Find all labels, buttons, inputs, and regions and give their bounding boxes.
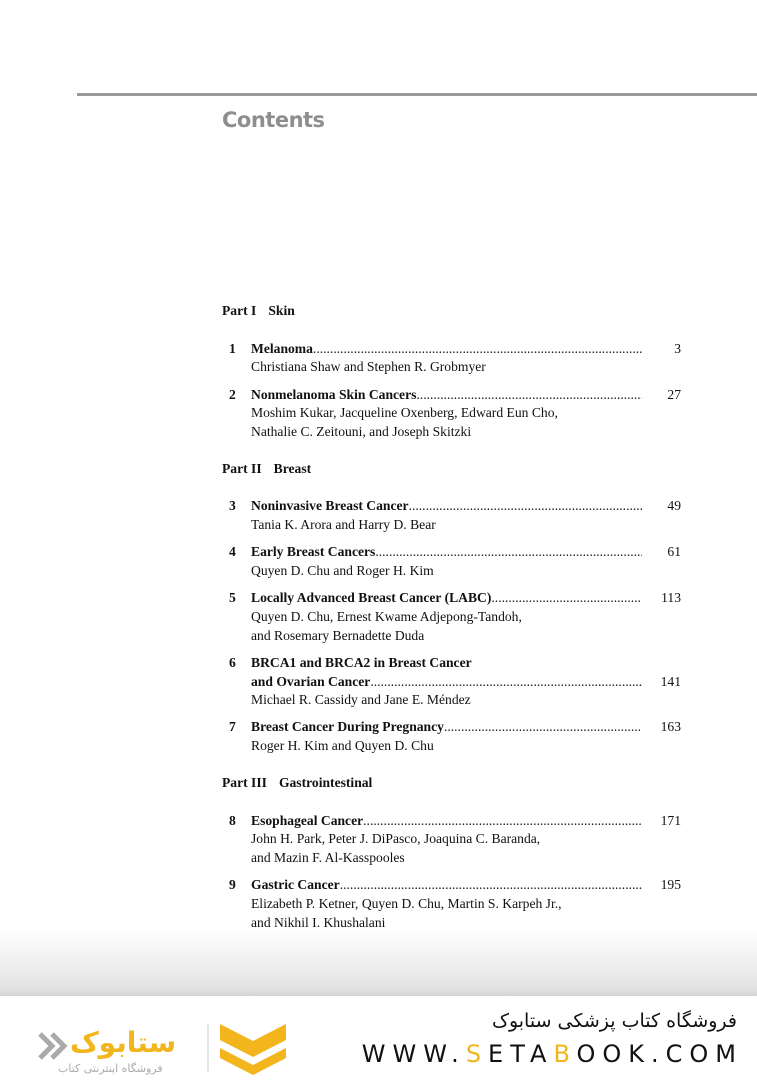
- chapter-authors: John H. Park, Peter J. DiPasco, Joaquina C. Baranda,: [251, 831, 541, 847]
- part-name: Gastrointestinal: [278, 774, 373, 790]
- header-rule: [77, 93, 757, 96]
- toc-entry: [222, 876, 682, 932]
- part-name: Breast: [273, 460, 312, 476]
- chapter-authors: Quyen D. Chu and Roger H. Kim: [251, 563, 434, 579]
- page-number: 61: [667, 544, 681, 560]
- chapter-title: Melanoma: [251, 340, 313, 356]
- part-label: Part III: [222, 774, 267, 790]
- chapter-authors: Moshim Kukar, Jacqueline Oxenberg, Edward Eun Cho,: [251, 405, 558, 421]
- table-of-contents: [222, 302, 682, 941]
- page-number: 27: [667, 386, 681, 402]
- chapter-title-line: [251, 497, 682, 516]
- chapter-title-line: [251, 876, 682, 895]
- chapter-title: Breast Cancer During Pregnancy: [251, 719, 444, 735]
- chapter-authors: and Nikhil I. Khushalani: [251, 914, 386, 930]
- chapter-title-line: [251, 589, 682, 608]
- toc-entry: [222, 718, 682, 755]
- chapter-title-line: [251, 340, 682, 359]
- chapter-authors: and Mazin F. Al-Kasspooles: [251, 849, 405, 865]
- chapter-title: Noninvasive Breast Cancer: [251, 498, 409, 514]
- chapter-title: Locally Advanced Breast Cancer (LABC): [251, 590, 492, 606]
- page-number: 113: [661, 590, 681, 606]
- leader-dots: [444, 718, 642, 737]
- part-label: Part I: [222, 303, 257, 318]
- chapter-authors: Roger H. Kim and Quyen D. Chu: [251, 738, 434, 754]
- chapter-number: 1: [229, 340, 236, 356]
- part-name: Skin: [268, 303, 295, 318]
- chapter-title-line: [251, 654, 682, 673]
- store-name: فروشگاه کتاب پزشکی ستابوک: [491, 1010, 737, 1032]
- toc-entry: [222, 654, 682, 710]
- part-label: Part II: [222, 460, 262, 476]
- toc-entry: [222, 812, 682, 868]
- leader-dots: [409, 497, 642, 516]
- leader-dots: [375, 543, 642, 562]
- chapter-title-line: [251, 543, 682, 562]
- chapter-title-line: [251, 718, 682, 737]
- chapter-authors: Tania K. Arora and Harry D. Bear: [251, 517, 436, 533]
- setabook-logo: [38, 1016, 298, 1076]
- page-title: Contents: [222, 108, 325, 132]
- leader-dots: [340, 876, 642, 895]
- chapter-authors: Quyen D. Chu, Ernest Kwame Adjepong-Tandoh,: [251, 608, 522, 624]
- chapter-title: Nonmelanoma Skin Cancers: [251, 386, 417, 402]
- svg-text:ستابوک: ستابوک: [70, 1026, 177, 1059]
- chapter-number: 4: [229, 544, 236, 560]
- toc-entry: [222, 386, 682, 442]
- leader-dots: [313, 340, 642, 359]
- chapter-title: Esophageal Cancer: [251, 812, 364, 828]
- page-number: 3: [674, 340, 681, 356]
- leader-dots: [363, 812, 642, 831]
- chapter-number: 2: [229, 386, 236, 402]
- chapter-title-line: [251, 673, 682, 692]
- watermark-footer: [0, 996, 757, 1080]
- part-heading: [222, 460, 682, 479]
- page-number: 141: [660, 673, 681, 689]
- page-number: 163: [660, 719, 681, 735]
- chapter-title: Gastric Cancer: [251, 877, 340, 893]
- chapter-title: and Ovarian Cancer: [251, 673, 371, 689]
- footer-shadow: [0, 930, 757, 996]
- toc-entry: [222, 340, 682, 377]
- chapter-title-line: [251, 812, 682, 831]
- toc-entry: [222, 543, 682, 580]
- part-heading: [222, 302, 682, 321]
- leader-dots: [416, 386, 642, 405]
- chapter-title-line: [251, 386, 682, 405]
- part-heading: [222, 774, 682, 793]
- chapter-number: 8: [229, 812, 236, 828]
- page-number: 195: [660, 877, 681, 893]
- chapter-number: 3: [229, 498, 236, 514]
- chapter-authors: Christiana Shaw and Stephen R. Grobmyer: [251, 359, 486, 375]
- chapter-number: 9: [229, 877, 236, 893]
- store-url: WWW.SETABOOK.COM: [361, 1040, 743, 1068]
- leader-dots: [491, 589, 642, 608]
- svg-text:فروشگاه اینترنتی کتاب: فروشگاه اینترنتی کتاب: [58, 1062, 163, 1075]
- chapter-authors: and Rosemary Bernadette Duda: [251, 627, 425, 643]
- chapter-number: 7: [229, 719, 236, 735]
- toc-entry: [222, 497, 682, 534]
- chapter-number: 5: [229, 590, 236, 606]
- page-number: 171: [660, 812, 681, 828]
- chapter-authors: Elizabeth P. Ketner, Quyen D. Chu, Martin S. Karpeh Jr.,: [251, 895, 562, 911]
- chapter-authors: Nathalie C. Zeitouni, and Joseph Skitzki: [251, 424, 472, 440]
- chapter-title: BRCA1 and BRCA2 in Breast Cancer: [251, 654, 472, 670]
- leader-dots: [370, 673, 642, 692]
- chapter-authors: Michael R. Cassidy and Jane E. Méndez: [251, 692, 471, 708]
- chapter-number: 6: [229, 654, 236, 670]
- chapter-title: Early Breast Cancers: [251, 544, 376, 560]
- toc-entry: [222, 589, 682, 645]
- page-number: 49: [667, 498, 681, 514]
